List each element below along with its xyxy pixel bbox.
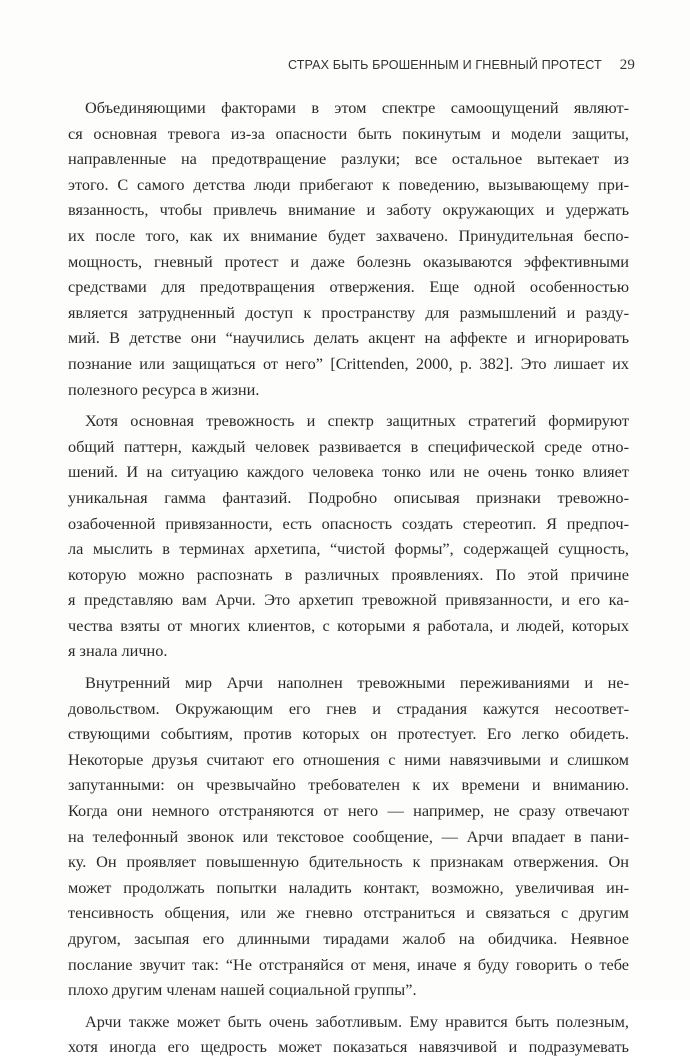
text-line: ла мыслить в терминах архетипа, “чистой формы”, содержащей сущность, xyxy=(68,539,629,559)
text-line: является затрудненный доступ к пространству для размышлений и разду- xyxy=(68,302,629,322)
text-line: Некоторые друзья считают его отношения с ними навязчивыми и слишком xyxy=(68,749,629,769)
text-line: может продолжать попытки наладить контакт, возможно, увеличивая ин- xyxy=(68,877,629,897)
body-text xyxy=(68,95,629,1060)
text-line: послание звучит так: “Не отстраняйся от меня, иначе я буду говорить о тебе xyxy=(68,954,629,974)
text-line: этого. С самого детства люди прибегают к поведению, вызывающему при- xyxy=(68,174,629,194)
text-line: хотя иногда его щедрость может показаться навязчивой и подразумевать xyxy=(68,1037,629,1057)
paragraph xyxy=(68,408,629,664)
text-line: запутанными: он чрезвычайно требователен к их времени и вниманию. xyxy=(68,775,629,795)
text-line: уникальная гамма фантазий. Подробно описывая признаки тревожно- xyxy=(68,487,629,507)
text-line: ку. Он проявляет повышенную бдительность к признакам отвержения. Он xyxy=(68,852,629,872)
text-line: озабоченной привязанности, есть опасность создать стереотип. Я предпоч- xyxy=(68,513,629,533)
text-line: мощность, гневный протест и даже болезнь оказываются эффективными xyxy=(68,251,629,271)
text-line: ствующими событиям, против которых он протестует. Его легко обидеть. xyxy=(68,724,629,744)
text-line: на телефонный звонок или текстовое сообщение, — Арчи впадает в пани- xyxy=(68,826,629,846)
paragraph xyxy=(68,95,629,402)
paragraph xyxy=(68,670,629,1003)
paragraph xyxy=(68,1009,629,1060)
text-line: чества взяты от многих клиентов, с которыми я работала, и людей, которых xyxy=(68,615,629,635)
text-line: тенсивность общения, или же гневно отстраниться и связаться с другим xyxy=(68,903,629,923)
text-line: их после того, как их внимание будет захвачено. Принудительная беспо- xyxy=(68,225,629,245)
text-line: которую можно распознать в различных проявлениях. По этой причине xyxy=(68,564,629,584)
text-line: Внутренний мир Арчи наполнен тревожными переживаниями и не- xyxy=(85,673,629,693)
running-head-title: СТРАХ БЫТЬ БРОШЕННЫМ И ГНЕВНЫЙ ПРОТЕСТ xyxy=(287,58,602,72)
text-line: познание или защищаться от него” [Crittenden, 2000, p. 382]. Это лишает их xyxy=(68,353,629,373)
text-line: вязанность, чтобы привлечь внимание и заботу окружающих и удержать xyxy=(68,200,629,220)
text-line: довольством. Окружающим его гнев и страдания кажутся несоответ- xyxy=(68,698,629,718)
text-line: плохо другим членам нашей социальной группы”. xyxy=(68,980,417,1000)
text-line: шений. И на ситуацию каждого человека тонко или не очень тонко влияет xyxy=(68,462,629,482)
page-number: 29 xyxy=(619,57,635,73)
text-line: Арчи также может быть очень заботливым. Ему нравится быть полезным, xyxy=(85,1011,629,1031)
text-line: мий. В детстве они “научились делать акцент на аффекте и игнорировать xyxy=(68,328,629,348)
text-line: я представляю вам Арчи. Это архетип тревожной привязанности, и его ка- xyxy=(68,590,629,610)
text-line: направленные на предотвращение разлуки; все остальное вытекает из xyxy=(68,149,629,169)
text-line: я знала лично. xyxy=(68,641,168,661)
text-line: полезного ресурса в жизни. xyxy=(68,379,260,399)
text-line: другом, засыпая его длинными тирадами жалоб на обидчика. Неявное xyxy=(68,929,629,948)
text-line: ся основная тревога из-за опасности быть покинутым и модели защиты, xyxy=(68,123,629,143)
text-line: Объединяющими факторами в этом спектре самоощущений являют- xyxy=(85,98,629,117)
text-line: общий паттерн, каждый человек развивается в специфической среде отно- xyxy=(68,436,629,456)
text-line: Хотя основная тревожность и спектр защитных стратегий формируют xyxy=(85,411,629,431)
text-line: Когда они немного отстраняются от него — например, не сразу отвечают xyxy=(68,801,629,821)
running-head xyxy=(288,57,635,74)
text-line: средствами для предотвращения отвержения. Еще одной особенностью xyxy=(68,277,629,297)
